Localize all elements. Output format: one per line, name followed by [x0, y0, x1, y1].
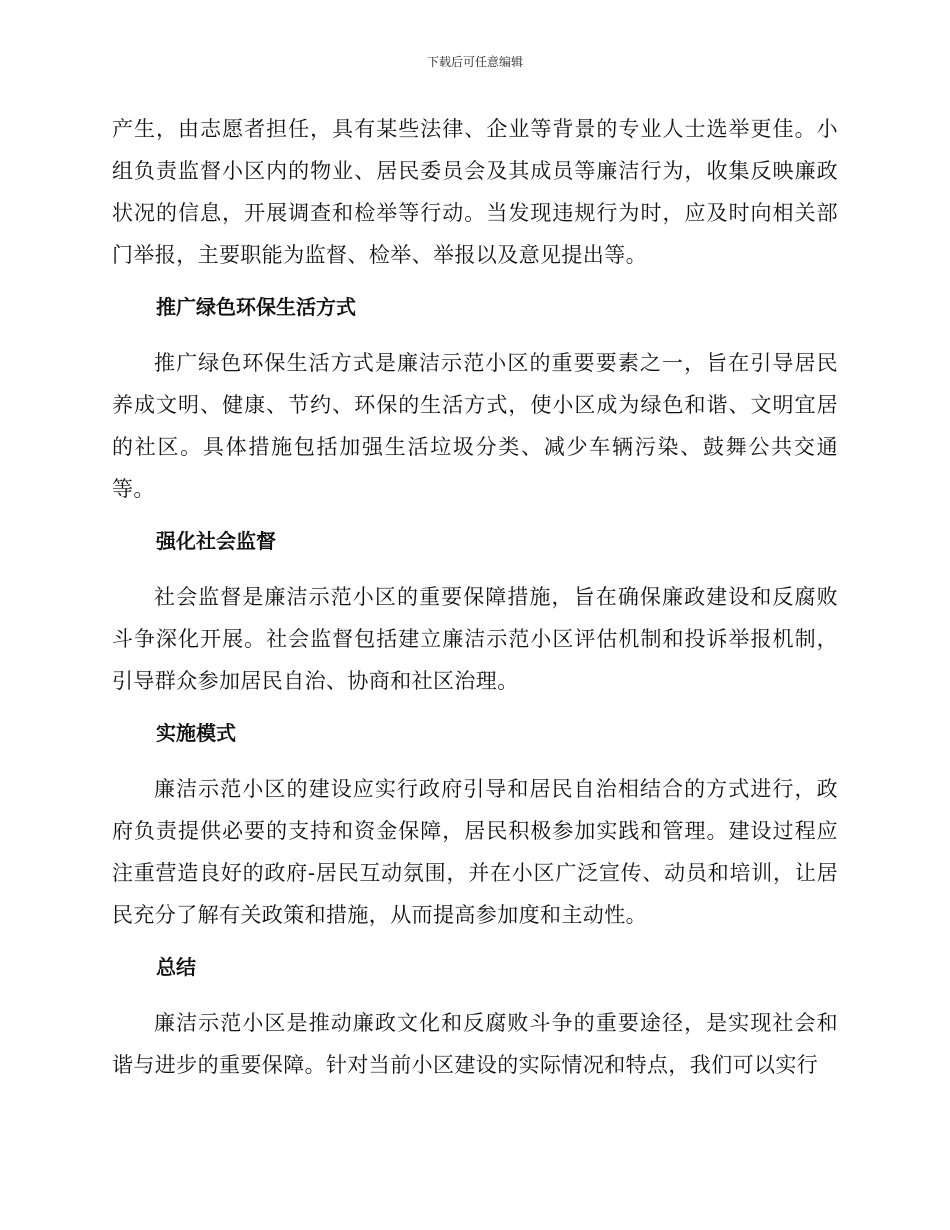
paragraph-implementation-mode: 廉洁示范小区的建设应实行政府引导和居民自治相结合的方式进行，政府负责提供必要的支持和资金保障，居民积极参加实践和管理。建设过程应注重营造良好的政府-居民互动氛围，并在小区广泛宣传、动员和培训，让居民充分了解有关政策和措施，从而提高参加度和主动性。 [112, 777, 838, 927]
section-heading-green-lifestyle: 推广绿色环保生活方式 [156, 295, 356, 319]
paragraph-social-supervision: 社会监督是廉洁示范小区的重要保障措施，旨在确保廉政建设和反腐败斗争深化开展。社会监督包括建立廉洁示范小区评估机制和投诉举报机制，引导群众参加居民自治、协商和社区治理。 [112, 585, 838, 693]
paragraph-continuation: 产生，由志愿者担任，具有某些法律、企业等背景的专业人士选举更佳。小组负责监督小区内的物业、居民委员会及其成员等廉洁行为，收集反映廉政状况的信息，开展调查和检举等行动。当发现违规行为时，应及时向相关部门举报，主要职能为监督、检举、举报以及意见提出等。 [112, 117, 838, 267]
page-header: 下载后可任意编辑 [426, 55, 523, 69]
document-body [112, 108, 838, 1098]
section-heading-social-supervision: 强化社会监督 [156, 529, 276, 553]
section-heading-summary: 总结 [156, 955, 196, 979]
section-heading-implementation-mode: 实施模式 [156, 721, 236, 745]
paragraph-summary: 廉洁示范小区是推动廉政文化和反腐败斗争的重要途径，是实现社会和谐与进步的重要保障。针对当前小区建设的实际情况和特点，我们可以实行 [112, 1011, 838, 1077]
paragraph-green-lifestyle: 推广绿色环保生活方式是廉洁示范小区的重要要素之一，旨在引导居民养成文明、健康、节约、环保的生活方式，使小区成为绿色和谐、文明宜居的社区。具体措施包括加强生活垃圾分类、减少车辆污染、鼓舞公共交通等。 [112, 351, 838, 501]
